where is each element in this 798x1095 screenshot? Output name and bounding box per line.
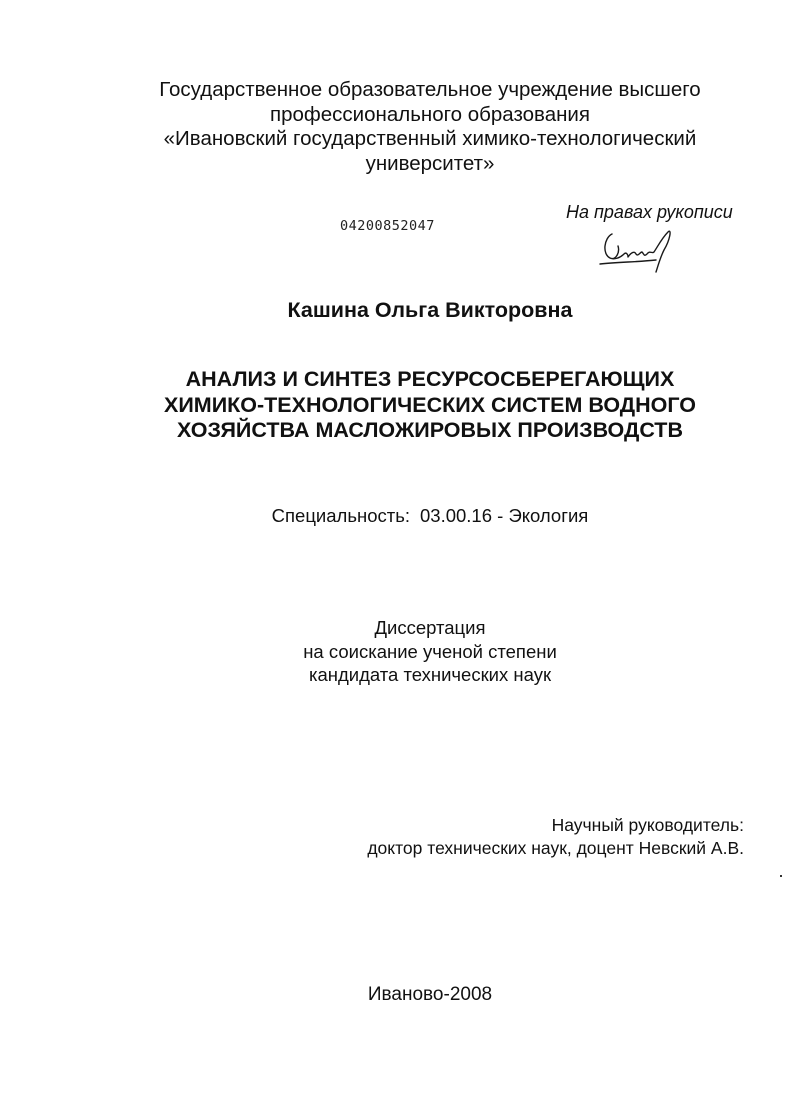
institution-line: университет» — [365, 151, 495, 175]
specialty — [0, 505, 798, 527]
specialty-label: Специальность: — [271, 505, 410, 526]
specialty-value: 03.00.16 - Экология — [420, 505, 589, 526]
degree-line: на соискание ученой степени — [303, 640, 557, 662]
institution-line: «Ивановский государственный химико-технологический — [163, 127, 697, 150]
manuscript-note: На правах рукописи — [566, 202, 733, 222]
title-line: ХИМИКО-ТЕХНОЛОГИЧЕСКИХ СИСТЕМ ВОДНОГО — [164, 392, 696, 417]
barcode-number: 04200852047 — [340, 218, 435, 234]
signature-icon — [598, 224, 680, 276]
institution-name — [100, 78, 760, 176]
scan-dot — [780, 875, 782, 877]
degree-line: Диссертация — [374, 617, 486, 638]
advisor-value: доктор технических наук, доцент Невский А.В. — [367, 838, 744, 858]
title-line: ХОЗЯЙСТВА МАСЛОЖИРОВЫХ ПРОИЗВОДСТВ — [177, 418, 683, 442]
scientific-advisor — [244, 814, 744, 860]
degree-line: кандидата технических наук — [308, 664, 552, 685]
institution-line: Государственное образовательное учреждение высшего — [159, 78, 701, 101]
title-line: АНАЛИЗ И СИНТЕЗ РЕСУРСОСБЕРЕГАЮЩИХ — [185, 367, 675, 391]
institution-line: профессионального образования — [270, 102, 590, 126]
degree-statement — [100, 616, 760, 687]
author-name: Кашина Ольга Викторовна — [287, 298, 573, 322]
advisor-label: Научный руководитель: — [551, 815, 744, 835]
city-year: Иваново-2008 — [367, 984, 493, 1005]
dissertation-title — [100, 367, 760, 444]
